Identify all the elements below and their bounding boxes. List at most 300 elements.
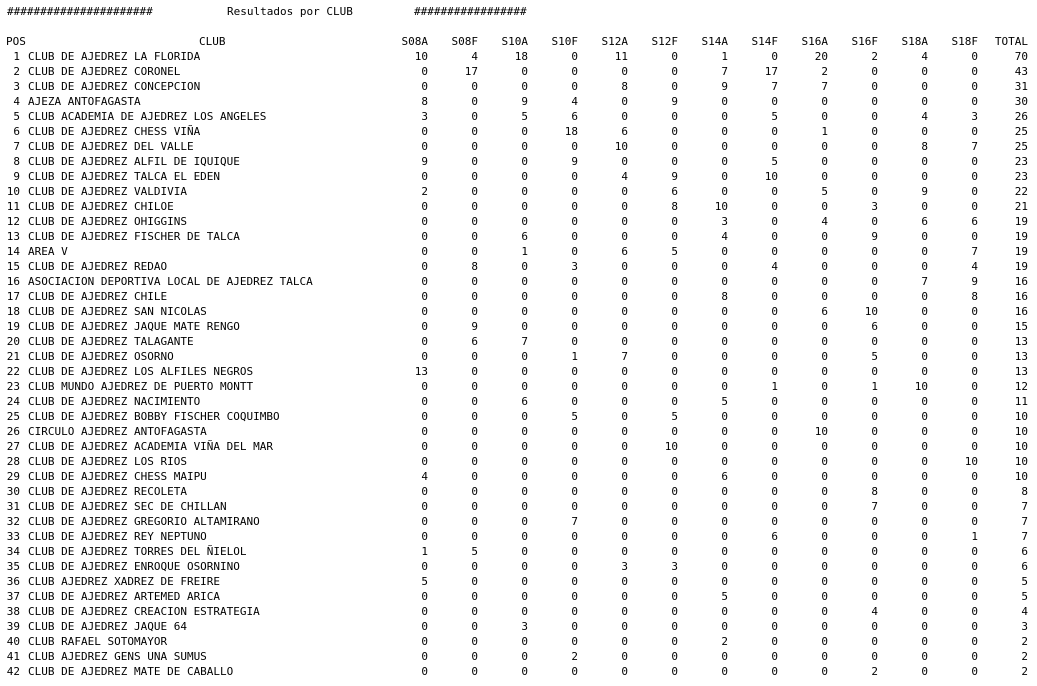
row-score-cell: 0 (771, 230, 778, 243)
row-score-cell: 0 (771, 560, 778, 573)
row-club-name: CLUB DE AJEDREZ CHILOE (28, 200, 174, 213)
row-score-cell: 0 (671, 80, 678, 93)
row-position: 9 (13, 170, 20, 183)
row-score-cell: 2 (821, 65, 828, 78)
row-score-cell: 0 (921, 515, 928, 528)
row-total: 7 (1021, 500, 1028, 513)
row-score-cell: 0 (471, 170, 478, 183)
row-score-cell: 5 (721, 590, 728, 603)
row-position: 13 (6, 230, 20, 243)
row-score-cell: 0 (821, 275, 828, 288)
row-score-cell: 7 (721, 65, 728, 78)
row-club-name: AREA V (28, 245, 68, 258)
row-score-cell: 0 (421, 410, 428, 423)
row-score-cell: 0 (521, 380, 528, 393)
row-score-cell: 0 (571, 215, 578, 228)
row-score-cell: 0 (871, 650, 878, 663)
row-score-cell: 0 (421, 605, 428, 618)
row-score-cell: 0 (521, 185, 528, 198)
row-score-cell: 0 (571, 275, 578, 288)
row-score-cell: 0 (471, 650, 478, 663)
row-score-cell: 0 (421, 635, 428, 648)
table-row (0, 64, 1037, 79)
row-total: 15 (1014, 320, 1028, 333)
row-score-cell: 7 (821, 80, 828, 93)
row-score-cell: 0 (671, 575, 678, 588)
row-score-cell: 0 (471, 470, 478, 483)
row-score-cell: 0 (521, 200, 528, 213)
row-score-cell: 0 (971, 470, 978, 483)
row-club-name: CLUB DE AJEDREZ CHESS VIÑA (28, 125, 201, 138)
row-club-name: CLUB DE AJEDREZ CHILE (28, 290, 168, 303)
row-score-cell: 7 (871, 500, 878, 513)
row-score-cell: 0 (421, 140, 428, 153)
row-score-cell: 0 (771, 605, 778, 618)
row-score-cell: 0 (671, 380, 678, 393)
row-position: 18 (6, 305, 20, 318)
row-score-cell: 0 (971, 500, 978, 513)
row-score-cell: 0 (821, 155, 828, 168)
row-score-cell: 0 (421, 455, 428, 468)
row-score-cell: 0 (471, 410, 478, 423)
row-total: 10 (1014, 470, 1028, 483)
hash-decoration-left: ###################### (7, 5, 153, 18)
row-score-cell: 0 (421, 515, 428, 528)
row-score-cell: 0 (921, 65, 928, 78)
row-score-cell: 0 (971, 380, 978, 393)
row-score-cell: 0 (421, 245, 428, 258)
row-score-cell: 0 (771, 575, 778, 588)
row-score-cell: 0 (871, 410, 878, 423)
row-total: 21 (1014, 200, 1028, 213)
row-score-cell: 0 (721, 275, 728, 288)
row-position: 31 (6, 500, 20, 513)
row-score-cell: 0 (421, 590, 428, 603)
row-score-cell: 10 (764, 170, 778, 183)
row-score-cell: 0 (971, 545, 978, 558)
row-score-cell: 3 (621, 560, 628, 573)
row-score-cell: 5 (421, 575, 428, 588)
table-row (0, 529, 1037, 544)
row-score-cell: 0 (471, 560, 478, 573)
row-score-cell: 18 (564, 125, 578, 138)
row-score-cell: 0 (771, 590, 778, 603)
row-score-cell: 0 (621, 455, 628, 468)
row-score-cell: 0 (721, 185, 728, 198)
row-score-cell: 6 (771, 530, 778, 543)
row-score-cell: 0 (771, 320, 778, 333)
row-score-cell: 0 (571, 395, 578, 408)
row-club-name: CLUB DE AJEDREZ LOS RIOS (28, 455, 187, 468)
row-score-cell: 0 (971, 200, 978, 213)
row-score-cell: 0 (971, 95, 978, 108)
row-score-cell: 4 (621, 170, 628, 183)
row-score-cell: 0 (671, 320, 678, 333)
row-position: 20 (6, 335, 20, 348)
row-score-cell: 0 (921, 335, 928, 348)
row-score-cell: 0 (621, 380, 628, 393)
row-score-cell: 0 (621, 590, 628, 603)
row-score-cell: 0 (871, 95, 878, 108)
row-score-cell: 0 (621, 305, 628, 318)
row-position: 35 (6, 560, 20, 573)
row-score-cell: 0 (471, 575, 478, 588)
row-score-cell: 0 (921, 590, 928, 603)
row-score-cell: 0 (671, 350, 678, 363)
row-score-cell: 0 (971, 335, 978, 348)
row-score-cell: 0 (821, 665, 828, 678)
row-score-cell: 4 (921, 110, 928, 123)
table-row (0, 544, 1037, 559)
table-row (0, 514, 1037, 529)
row-score-cell: 0 (421, 80, 428, 93)
row-score-cell: 0 (821, 230, 828, 243)
row-score-cell: 7 (921, 275, 928, 288)
row-score-cell: 0 (921, 230, 928, 243)
row-score-cell: 10 (664, 440, 678, 453)
row-score-cell: 0 (921, 455, 928, 468)
row-score-cell: 0 (971, 485, 978, 498)
row-score-cell: 0 (721, 335, 728, 348)
row-score-cell: 0 (821, 395, 828, 408)
row-score-cell: 0 (571, 665, 578, 678)
row-score-cell: 0 (871, 560, 878, 573)
row-total: 10 (1014, 425, 1028, 438)
row-score-cell: 4 (571, 95, 578, 108)
row-score-cell: 0 (671, 110, 678, 123)
row-total: 10 (1014, 440, 1028, 453)
row-score-cell: 1 (821, 125, 828, 138)
row-score-cell: 0 (521, 440, 528, 453)
row-score-cell: 0 (471, 380, 478, 393)
row-score-cell: 0 (971, 125, 978, 138)
row-score-cell: 0 (521, 635, 528, 648)
row-score-cell: 0 (721, 515, 728, 528)
row-score-cell: 0 (921, 305, 928, 318)
row-score-cell: 0 (521, 455, 528, 468)
row-score-cell: 0 (571, 545, 578, 558)
row-score-cell: 6 (921, 215, 928, 228)
row-score-cell: 0 (421, 620, 428, 633)
row-score-cell: 0 (571, 605, 578, 618)
report-title: Resultados por CLUB (227, 5, 353, 18)
row-score-cell: 0 (621, 290, 628, 303)
row-score-cell: 0 (621, 320, 628, 333)
row-score-cell: 0 (971, 560, 978, 573)
row-score-cell: 0 (671, 275, 678, 288)
row-score-cell: 3 (671, 560, 678, 573)
row-score-cell: 0 (471, 365, 478, 378)
row-score-cell: 0 (771, 545, 778, 558)
row-total: 16 (1014, 275, 1028, 288)
row-score-cell: 0 (671, 125, 678, 138)
row-score-cell: 0 (871, 110, 878, 123)
row-score-cell: 0 (971, 185, 978, 198)
row-score-cell: 0 (971, 350, 978, 363)
row-score-cell: 0 (771, 350, 778, 363)
row-score-cell: 0 (621, 515, 628, 528)
header-club: CLUB (199, 35, 226, 48)
table-row (0, 454, 1037, 469)
row-score-cell: 0 (821, 95, 828, 108)
row-score-cell: 0 (471, 125, 478, 138)
row-club-name: CLUB DE AJEDREZ REDAO (28, 260, 168, 273)
row-score-cell: 1 (971, 530, 978, 543)
row-score-cell: 0 (821, 110, 828, 123)
row-score-cell: 0 (421, 425, 428, 438)
table-row (0, 154, 1037, 169)
header-category: S08F (451, 35, 478, 48)
row-score-cell: 0 (571, 80, 578, 93)
row-score-cell: 0 (721, 380, 728, 393)
row-score-cell: 0 (971, 80, 978, 93)
row-score-cell: 0 (521, 350, 528, 363)
row-position: 40 (6, 635, 20, 648)
row-score-cell: 0 (821, 605, 828, 618)
report-title-bar (0, 4, 1037, 19)
row-score-cell: 0 (871, 335, 878, 348)
row-score-cell: 0 (471, 530, 478, 543)
row-score-cell: 0 (871, 620, 878, 633)
row-score-cell: 0 (621, 650, 628, 663)
row-total: 3 (1021, 620, 1028, 633)
row-score-cell: 0 (521, 665, 528, 678)
row-score-cell: 0 (771, 650, 778, 663)
row-score-cell: 0 (421, 440, 428, 453)
row-score-cell: 0 (521, 545, 528, 558)
row-score-cell: 10 (914, 380, 928, 393)
row-score-cell: 9 (871, 230, 878, 243)
row-score-cell: 0 (971, 365, 978, 378)
row-score-cell: 0 (421, 320, 428, 333)
row-score-cell: 0 (421, 350, 428, 363)
row-score-cell: 0 (771, 500, 778, 513)
row-score-cell: 0 (771, 665, 778, 678)
row-score-cell: 0 (671, 395, 678, 408)
row-score-cell: 0 (721, 365, 728, 378)
row-score-cell: 0 (521, 560, 528, 573)
row-score-cell: 0 (871, 425, 878, 438)
row-score-cell: 0 (971, 515, 978, 528)
table-row (0, 199, 1037, 214)
row-score-cell: 4 (471, 50, 478, 63)
row-total: 16 (1014, 305, 1028, 318)
row-score-cell: 0 (671, 215, 678, 228)
row-score-cell: 0 (621, 230, 628, 243)
header-pos: POS (6, 35, 26, 48)
row-score-cell: 0 (421, 65, 428, 78)
row-score-cell: 0 (421, 530, 428, 543)
row-total: 26 (1014, 110, 1028, 123)
row-score-cell: 6 (671, 185, 678, 198)
row-score-cell: 0 (921, 290, 928, 303)
row-score-cell: 0 (521, 500, 528, 513)
row-score-cell: 0 (921, 200, 928, 213)
row-score-cell: 1 (771, 380, 778, 393)
row-score-cell: 0 (521, 275, 528, 288)
row-score-cell: 0 (571, 575, 578, 588)
table-row (0, 499, 1037, 514)
row-score-cell: 2 (571, 650, 578, 663)
row-score-cell: 8 (471, 260, 478, 273)
row-score-cell: 4 (821, 215, 828, 228)
row-score-cell: 0 (521, 260, 528, 273)
row-score-cell: 10 (414, 50, 428, 63)
row-score-cell: 9 (471, 320, 478, 333)
row-total: 43 (1014, 65, 1028, 78)
row-club-name: CLUB MUNDO AJEDREZ DE PUERTO MONTT (28, 380, 254, 393)
row-score-cell: 0 (621, 500, 628, 513)
row-score-cell: 0 (421, 485, 428, 498)
row-score-cell: 2 (721, 635, 728, 648)
row-position: 11 (6, 200, 20, 213)
row-score-cell: 0 (921, 530, 928, 543)
row-score-cell: 0 (621, 410, 628, 423)
row-position: 21 (6, 350, 20, 363)
row-score-cell: 0 (821, 590, 828, 603)
row-position: 15 (6, 260, 20, 273)
row-position: 27 (6, 440, 20, 453)
row-club-name: CLUB DE AJEDREZ DEL VALLE (28, 140, 194, 153)
row-score-cell: 0 (871, 140, 878, 153)
row-score-cell: 0 (821, 245, 828, 258)
row-score-cell: 0 (771, 290, 778, 303)
row-score-cell: 0 (821, 470, 828, 483)
row-score-cell: 5 (771, 155, 778, 168)
table-row (0, 589, 1037, 604)
row-score-cell: 0 (871, 65, 878, 78)
row-score-cell: 0 (621, 215, 628, 228)
row-score-cell: 0 (571, 335, 578, 348)
row-score-cell: 5 (571, 410, 578, 423)
row-total: 10 (1014, 455, 1028, 468)
row-score-cell: 0 (821, 170, 828, 183)
row-score-cell: 6 (621, 125, 628, 138)
row-total: 23 (1014, 155, 1028, 168)
row-score-cell: 0 (421, 170, 428, 183)
row-score-cell: 0 (721, 650, 728, 663)
row-score-cell: 0 (621, 620, 628, 633)
table-row (0, 319, 1037, 334)
row-score-cell: 0 (471, 200, 478, 213)
row-score-cell: 0 (871, 275, 878, 288)
row-total: 12 (1014, 380, 1028, 393)
row-score-cell: 0 (471, 80, 478, 93)
row-score-cell: 0 (771, 50, 778, 63)
row-score-cell: 0 (721, 170, 728, 183)
row-score-cell: 0 (471, 215, 478, 228)
row-total: 5 (1021, 590, 1028, 603)
row-score-cell: 0 (821, 500, 828, 513)
row-position: 5 (13, 110, 20, 123)
row-score-cell: 0 (971, 665, 978, 678)
row-score-cell: 3 (721, 215, 728, 228)
row-score-cell: 0 (621, 335, 628, 348)
row-score-cell: 0 (471, 605, 478, 618)
row-score-cell: 0 (671, 590, 678, 603)
row-score-cell: 0 (771, 95, 778, 108)
row-score-cell: 0 (571, 635, 578, 648)
row-score-cell: 8 (621, 80, 628, 93)
row-club-name: ASOCIACION DEPORTIVA LOCAL DE AJEDREZ TALCA (28, 275, 313, 288)
row-score-cell: 0 (921, 95, 928, 108)
row-score-cell: 0 (771, 305, 778, 318)
row-total: 13 (1014, 335, 1028, 348)
row-score-cell: 0 (671, 425, 678, 438)
row-score-cell: 0 (821, 350, 828, 363)
row-score-cell: 0 (621, 425, 628, 438)
row-position: 30 (6, 485, 20, 498)
row-score-cell: 0 (571, 620, 578, 633)
row-score-cell: 0 (821, 290, 828, 303)
row-score-cell: 0 (521, 125, 528, 138)
row-score-cell: 7 (571, 515, 578, 528)
row-score-cell: 0 (921, 545, 928, 558)
row-score-cell: 0 (521, 650, 528, 663)
row-score-cell: 3 (421, 110, 428, 123)
table-row (0, 214, 1037, 229)
row-position: 33 (6, 530, 20, 543)
row-total: 2 (1021, 635, 1028, 648)
row-score-cell: 0 (571, 500, 578, 513)
row-score-cell: 8 (671, 200, 678, 213)
table-row (0, 424, 1037, 439)
row-score-cell: 0 (571, 440, 578, 453)
row-score-cell: 0 (671, 140, 678, 153)
row-score-cell: 4 (721, 230, 728, 243)
row-position: 37 (6, 590, 20, 603)
row-score-cell: 0 (771, 425, 778, 438)
row-position: 24 (6, 395, 20, 408)
row-score-cell: 0 (871, 215, 878, 228)
row-score-cell: 5 (671, 245, 678, 258)
row-score-cell: 0 (821, 530, 828, 543)
row-total: 30 (1014, 95, 1028, 108)
row-score-cell: 0 (771, 365, 778, 378)
row-score-cell: 0 (521, 290, 528, 303)
row-score-cell: 0 (421, 290, 428, 303)
row-position: 17 (6, 290, 20, 303)
row-score-cell: 0 (471, 455, 478, 468)
row-club-name: CIRCULO AJEDREZ ANTOFAGASTA (28, 425, 207, 438)
row-score-cell: 0 (871, 455, 878, 468)
row-score-cell: 4 (871, 605, 878, 618)
row-score-cell: 4 (971, 260, 978, 273)
row-score-cell: 0 (421, 665, 428, 678)
row-position: 36 (6, 575, 20, 588)
row-position: 29 (6, 470, 20, 483)
row-score-cell: 0 (771, 245, 778, 258)
row-score-cell: 0 (621, 470, 628, 483)
row-score-cell: 0 (921, 575, 928, 588)
row-score-cell: 10 (864, 305, 878, 318)
row-score-cell: 0 (571, 425, 578, 438)
row-score-cell: 0 (521, 170, 528, 183)
row-score-cell: 0 (921, 350, 928, 363)
row-total: 19 (1014, 230, 1028, 243)
row-total: 10 (1014, 410, 1028, 423)
table-row (0, 139, 1037, 154)
row-score-cell: 0 (621, 395, 628, 408)
row-score-cell: 0 (671, 335, 678, 348)
table-row (0, 364, 1037, 379)
table-row (0, 334, 1037, 349)
row-score-cell: 0 (571, 485, 578, 498)
row-score-cell: 0 (721, 485, 728, 498)
row-club-name: CLUB DE AJEDREZ CORONEL (28, 65, 181, 78)
row-score-cell: 0 (621, 110, 628, 123)
row-score-cell: 0 (471, 95, 478, 108)
